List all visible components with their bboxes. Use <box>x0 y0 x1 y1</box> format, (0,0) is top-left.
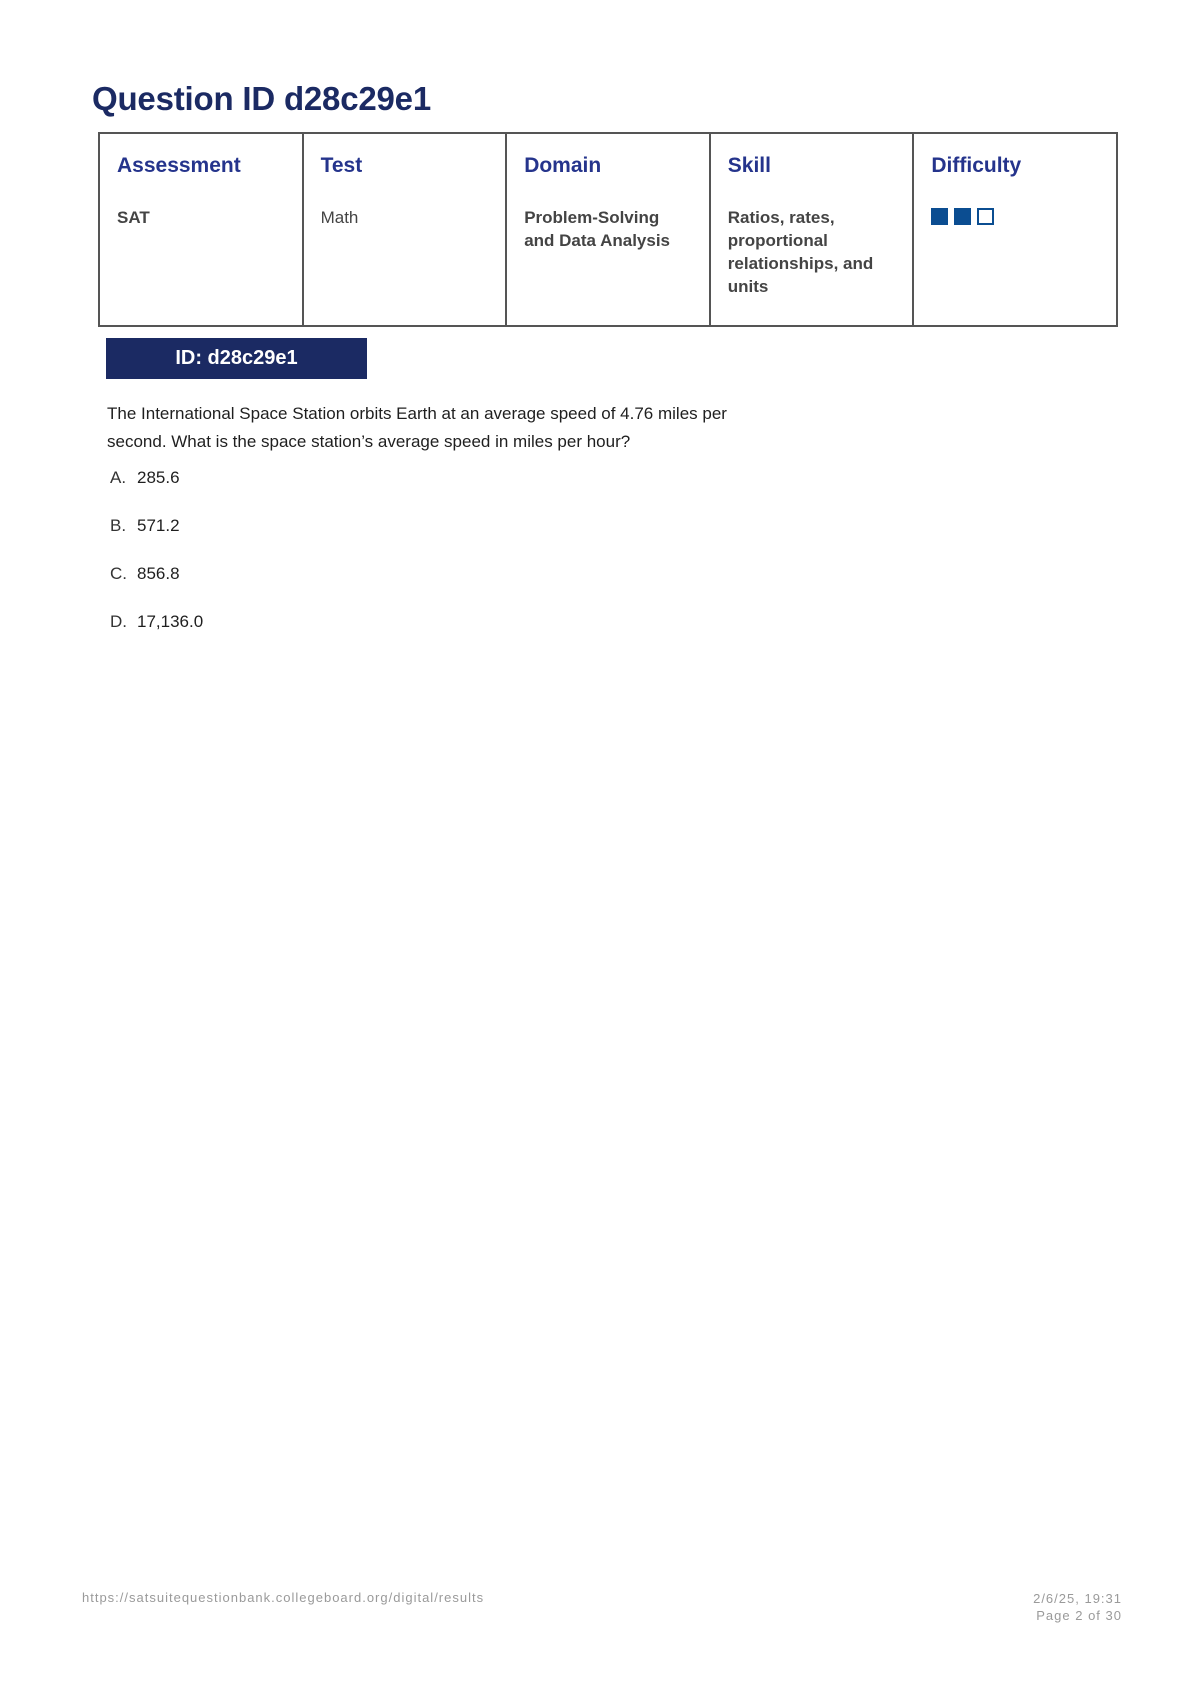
question-id-banner: ID: d28c29e1 <box>106 338 367 379</box>
difficulty-filled-square <box>931 208 948 225</box>
choice-letter: A. <box>110 468 127 487</box>
choice-a[interactable] <box>110 468 203 516</box>
choice-d[interactable] <box>110 612 203 660</box>
footer-url: https://satsuitequestionbank.collegeboard.org/digital/results <box>82 1590 485 1605</box>
choice-value: 571.2 <box>137 516 180 535</box>
choice-value: 17,136.0 <box>137 612 204 631</box>
choice-letter: B. <box>110 516 127 535</box>
domain-value: Problem-Solving and Data Analysis <box>524 208 670 250</box>
choice-letter: C. <box>110 564 127 583</box>
assessment-label: Assessment <box>117 154 241 177</box>
footer-page-number: Page 2 of 30 <box>1036 1608 1122 1623</box>
footer-datetime: 2/6/25, 19:31 <box>1033 1591 1122 1606</box>
choice-letter: D. <box>110 612 127 631</box>
assessment-cell <box>99 133 303 326</box>
test-label: Test <box>320 154 363 177</box>
assessment-value: SAT <box>117 208 150 227</box>
choice-b[interactable] <box>110 516 203 564</box>
difficulty-meter <box>931 206 1100 225</box>
test-value: Math <box>320 208 359 227</box>
difficulty-empty-square <box>977 208 994 225</box>
choice-c[interactable] <box>110 564 203 612</box>
difficulty-filled-square <box>954 208 971 225</box>
answer-choices <box>110 468 203 660</box>
skill-cell <box>710 133 914 326</box>
test-cell <box>303 133 507 326</box>
skill-label: Skill <box>727 154 771 177</box>
footer-info <box>1033 1590 1122 1624</box>
choice-value: 285.6 <box>137 468 180 487</box>
domain-label: Domain <box>524 154 602 177</box>
question-meta-table <box>98 132 1118 327</box>
page-title: Question ID d28c29e1 <box>92 80 431 117</box>
difficulty-label: Difficulty <box>931 154 1022 177</box>
domain-cell <box>506 133 710 326</box>
choice-value: 856.8 <box>137 564 180 583</box>
skill-value: Ratios, rates, proportional relationships, and units <box>727 208 874 296</box>
question-text: The International Space Station orbits Earth at an average speed of 4.76 miles per second. What is the space station’s average speed in miles per hour? <box>107 404 727 451</box>
difficulty-cell <box>913 133 1117 326</box>
